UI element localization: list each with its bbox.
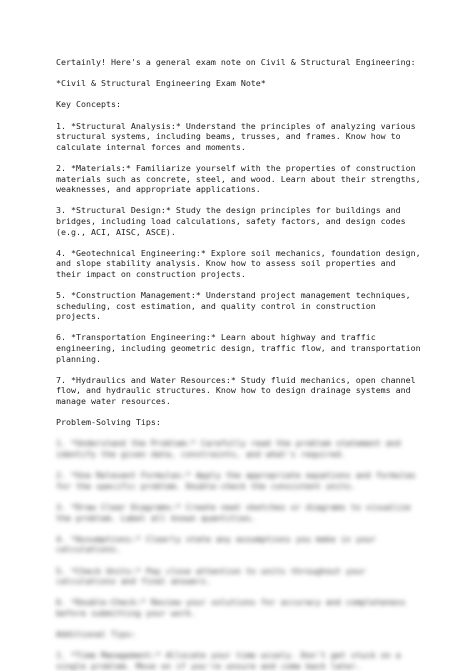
tip-line: 3. *Draw Clear Diagrams:* Create neat sketches or diagrams to visualize bbox=[56, 501, 411, 512]
spacer bbox=[56, 587, 434, 598]
concept-line: structural systems, including beams, trusses, and frames. Know how to bbox=[56, 131, 401, 142]
spacer bbox=[56, 640, 434, 651]
concept-line: 3. *Structural Design:* Study the design principles for buildings and bbox=[56, 205, 401, 216]
concept-line: 6. *Transportation Engineering:* Learn about highway and traffic bbox=[56, 332, 376, 343]
concept-line: bridges, including load calculations, safety factors, and design codes bbox=[56, 215, 406, 226]
concept-line: 4. *Geotechnical Engineering:* Explore soil mechanics, foundation design, bbox=[56, 247, 421, 258]
concept-line: flow, and hydraulic structures. Know how to design drainage systems and bbox=[56, 385, 411, 396]
concept-line: manage water resources. bbox=[56, 396, 171, 406]
concept-line: engineering, including geometric design, traffic flow, and transportation bbox=[56, 343, 421, 354]
spacer bbox=[56, 364, 434, 375]
concept-line: weaknesses, and appropriate applications. bbox=[56, 184, 261, 195]
additional-tip-line: single problem. Move on if you're unsure and come back later. bbox=[56, 660, 361, 671]
concept-line: 5. *Construction Management:* Understand project management techniques, bbox=[56, 290, 411, 301]
spacer bbox=[56, 279, 434, 290]
concept-line: calculate internal forces and moments. bbox=[56, 141, 246, 152]
spacer bbox=[56, 555, 434, 566]
tip-line: the problem. Label all known quantities. bbox=[56, 512, 256, 523]
concept-line: and slope stability analysis. Know how to assess soil properties and bbox=[56, 258, 396, 269]
concept-line: 2. *Materials:* Familiarize yourself with the properties of construction bbox=[56, 162, 416, 173]
tip-line: before submitting your work. bbox=[56, 607, 196, 618]
tip-line: calculations. bbox=[56, 544, 121, 555]
tip-line: 5. *Check Units:* Pay close attention to units throughout your bbox=[56, 565, 366, 576]
spacer bbox=[56, 523, 434, 534]
spacer bbox=[56, 110, 434, 121]
tip-line: calculations and final answers. bbox=[56, 576, 211, 587]
concept-line: 1. *Structural Analysis:* Understand the principles of analyzing various bbox=[56, 120, 416, 131]
tip-line: for the specific problem. Double-check the consistent units. bbox=[56, 480, 356, 491]
spacer bbox=[56, 460, 434, 471]
concept-line: projects. bbox=[56, 311, 101, 322]
spacer bbox=[56, 89, 434, 100]
additional-tip-line: 1. *Time Management:* Allocate your time wisely. Don't get stuck on a bbox=[56, 650, 401, 661]
concept-line: their impact on construction projects. bbox=[56, 268, 246, 279]
additional-tips-heading: Additional Tips: bbox=[56, 629, 136, 640]
spacer bbox=[56, 152, 434, 163]
intro-text: Certainly! Here's a general exam note on Civil & Structural Engineering: bbox=[56, 57, 416, 67]
spacer bbox=[56, 237, 434, 248]
spacer bbox=[56, 618, 434, 629]
tip-line: 4. *Assumptions:* Clearly state any assumptions you make in your bbox=[56, 533, 376, 544]
spacer bbox=[56, 491, 434, 502]
concept-line: materials such as concrete, steel, and wood. Learn about their strengths, bbox=[56, 173, 421, 184]
tip-line: 2. *Use Relevant Formulas:* Apply the appropriate equations and formulas bbox=[56, 470, 416, 481]
spacer bbox=[56, 195, 434, 206]
blurred-preview-section bbox=[56, 438, 434, 671]
spacer bbox=[56, 407, 434, 418]
problem-solving-heading: Problem-Solving Tips: bbox=[56, 417, 161, 428]
concept-line: scheduling, cost estimation, and quality control in construction bbox=[56, 300, 376, 311]
tip-line: 6. *Double-Check:* Review your solutions for accuracy and completeness bbox=[56, 597, 406, 608]
spacer bbox=[56, 322, 434, 333]
document-title: *Civil & Structural Engineering Exam Note* bbox=[56, 78, 266, 89]
tip-line: 1. *Understand the Problem:* Carefully read the problem statement and bbox=[56, 438, 401, 449]
concept-line: 7. *Hydraulics and Water Resources:* Study fluid mechanics, open channel bbox=[56, 374, 416, 385]
key-concepts-heading: Key Concepts: bbox=[56, 99, 121, 110]
spacer bbox=[56, 428, 434, 439]
concept-line: planning. bbox=[56, 353, 101, 364]
spacer bbox=[56, 68, 434, 79]
concept-line: (e.g., ACI, AISC, ASCE). bbox=[56, 226, 176, 237]
tip-line: identify the given data, constraints, and what's required. bbox=[56, 448, 346, 459]
